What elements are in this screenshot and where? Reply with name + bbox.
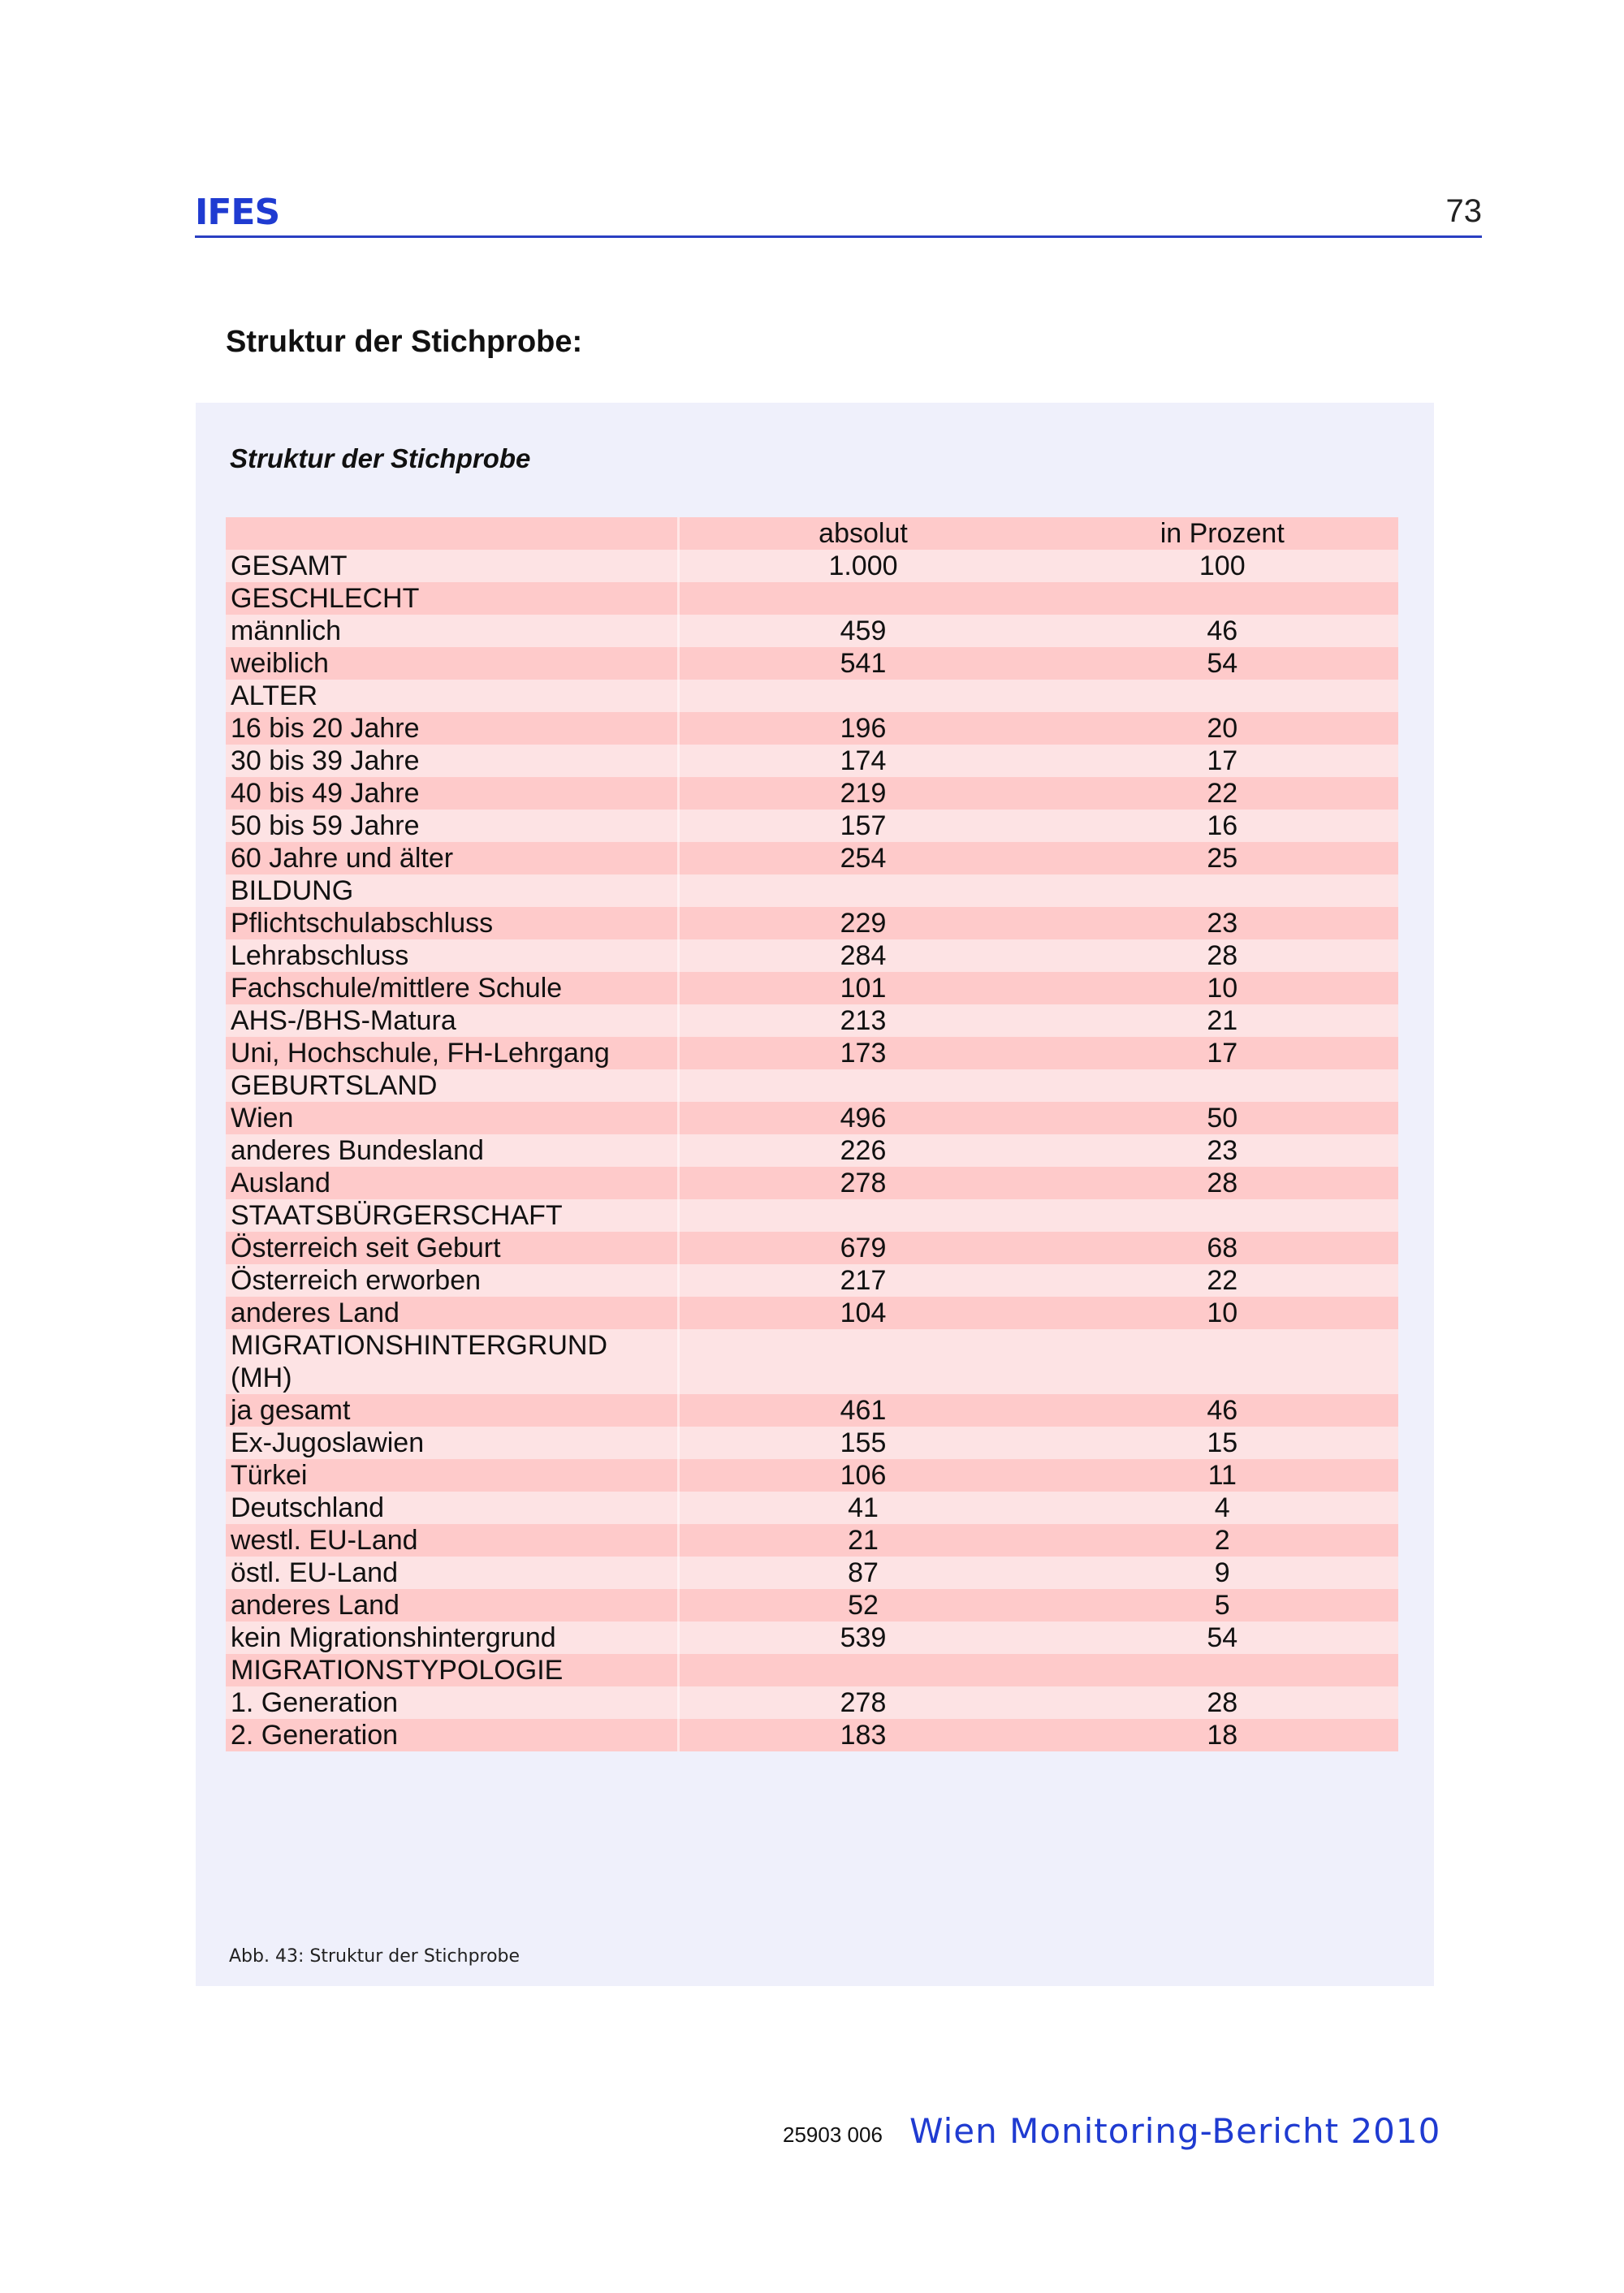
row-prozent: 4 — [1047, 1492, 1398, 1524]
row-label: AHS-/BHS-Matura — [226, 1004, 679, 1037]
row-label: MIGRATIONSHINTERGRUND (MH) — [226, 1329, 679, 1394]
table-row — [226, 1654, 1398, 1686]
row-label: 16 bis 20 Jahre — [226, 712, 679, 745]
table-row — [226, 1719, 1398, 1751]
row-label: Fachschule/mittlere Schule — [226, 972, 679, 1004]
row-prozent: 17 — [1047, 745, 1398, 777]
table-row — [226, 1069, 1398, 1102]
row-absolut — [679, 1069, 1047, 1102]
row-absolut: 284 — [679, 939, 1047, 972]
row-label: östl. EU-Land — [226, 1557, 679, 1589]
row-prozent: 28 — [1047, 1686, 1398, 1719]
row-prozent — [1047, 582, 1398, 615]
row-prozent: 18 — [1047, 1719, 1398, 1751]
row-prozent: 50 — [1047, 1102, 1398, 1134]
table-row — [226, 1199, 1398, 1232]
row-prozent: 21 — [1047, 1004, 1398, 1037]
table-row — [226, 1686, 1398, 1719]
row-absolut — [679, 1329, 1047, 1394]
table-header-row — [226, 517, 1398, 550]
row-prozent: 28 — [1047, 1167, 1398, 1199]
row-label: anderes Bundesland — [226, 1134, 679, 1167]
row-prozent: 11 — [1047, 1459, 1398, 1492]
row-label: männlich — [226, 615, 679, 647]
row-absolut: 173 — [679, 1037, 1047, 1069]
table-row — [226, 712, 1398, 745]
row-absolut: 679 — [679, 1232, 1047, 1264]
row-prozent: 22 — [1047, 777, 1398, 810]
table-row — [226, 874, 1398, 907]
row-absolut: 217 — [679, 1264, 1047, 1297]
row-label: Österreich seit Geburt — [226, 1232, 679, 1264]
header-label-cell — [226, 517, 679, 550]
row-absolut: 155 — [679, 1427, 1047, 1459]
row-absolut: 219 — [679, 777, 1047, 810]
row-prozent: 15 — [1047, 1427, 1398, 1459]
row-absolut: 157 — [679, 810, 1047, 842]
row-label: GESAMT — [226, 550, 679, 582]
row-absolut: 278 — [679, 1686, 1047, 1719]
row-label: GEBURTSLAND — [226, 1069, 679, 1102]
table-row — [226, 1037, 1398, 1069]
row-absolut: 183 — [679, 1719, 1047, 1751]
row-absolut: 496 — [679, 1102, 1047, 1134]
row-prozent — [1047, 1069, 1398, 1102]
row-absolut: 461 — [679, 1394, 1047, 1427]
table-row — [226, 907, 1398, 939]
sample-structure-table — [226, 517, 1399, 1751]
table-row — [226, 810, 1398, 842]
table-row — [226, 1004, 1398, 1037]
row-prozent — [1047, 1329, 1398, 1394]
table-row — [226, 1329, 1398, 1394]
row-label: ALTER — [226, 680, 679, 712]
row-prozent: 5 — [1047, 1589, 1398, 1622]
row-prozent: 68 — [1047, 1232, 1398, 1264]
table-row — [226, 1264, 1398, 1297]
row-prozent: 23 — [1047, 907, 1398, 939]
row-label: westl. EU-Land — [226, 1524, 679, 1557]
row-label: anderes Land — [226, 1589, 679, 1622]
table-row — [226, 1297, 1398, 1329]
row-prozent: 10 — [1047, 972, 1398, 1004]
table-row — [226, 680, 1398, 712]
row-prozent: 17 — [1047, 1037, 1398, 1069]
row-absolut: 21 — [679, 1524, 1047, 1557]
table-row — [226, 1102, 1398, 1134]
table-row — [226, 1459, 1398, 1492]
row-absolut: 101 — [679, 972, 1047, 1004]
row-absolut — [679, 1654, 1047, 1686]
table-title: Struktur der Stichprobe — [230, 443, 531, 473]
row-prozent: 100 — [1047, 550, 1398, 582]
row-absolut: 539 — [679, 1622, 1047, 1654]
row-prozent — [1047, 874, 1398, 907]
row-prozent — [1047, 680, 1398, 712]
row-absolut: 226 — [679, 1134, 1047, 1167]
table-row — [226, 550, 1398, 582]
table-row — [226, 1492, 1398, 1524]
row-label: Pflichtschulabschluss — [226, 907, 679, 939]
table-row — [226, 1394, 1398, 1427]
row-absolut: 106 — [679, 1459, 1047, 1492]
row-label: Türkei — [226, 1459, 679, 1492]
table-row — [226, 842, 1398, 874]
footer-title: Wien Monitoring-Bericht 2010 — [909, 2111, 1441, 2151]
row-absolut: 278 — [679, 1167, 1047, 1199]
page-number: 73 — [1445, 193, 1482, 229]
table-row — [226, 1622, 1398, 1654]
row-absolut: 229 — [679, 907, 1047, 939]
row-absolut: 87 — [679, 1557, 1047, 1589]
table-row — [226, 1134, 1398, 1167]
page-header — [195, 187, 1482, 238]
row-label: Österreich erworben — [226, 1264, 679, 1297]
row-absolut — [679, 874, 1047, 907]
row-prozent — [1047, 1199, 1398, 1232]
row-label: 30 bis 39 Jahre — [226, 745, 679, 777]
row-absolut: 541 — [679, 647, 1047, 680]
row-absolut — [679, 1199, 1047, 1232]
row-label: MIGRATIONSTYPOLOGIE — [226, 1654, 679, 1686]
footer-code: 25903 006 — [783, 2122, 883, 2147]
row-label: weiblich — [226, 647, 679, 680]
row-label: Wien — [226, 1102, 679, 1134]
row-prozent: 2 — [1047, 1524, 1398, 1557]
table-row — [226, 1524, 1398, 1557]
row-absolut — [679, 582, 1047, 615]
row-prozent — [1047, 1654, 1398, 1686]
row-prozent: 54 — [1047, 1622, 1398, 1654]
table-row — [226, 1167, 1398, 1199]
row-absolut: 104 — [679, 1297, 1047, 1329]
row-label: ja gesamt — [226, 1394, 679, 1427]
table-row — [226, 1557, 1398, 1589]
table-row — [226, 1589, 1398, 1622]
row-label: Ausland — [226, 1167, 679, 1199]
row-prozent: 28 — [1047, 939, 1398, 972]
row-label: BILDUNG — [226, 874, 679, 907]
row-label: STAATSBÜRGERSCHAFT — [226, 1199, 679, 1232]
row-prozent: 16 — [1047, 810, 1398, 842]
row-absolut: 213 — [679, 1004, 1047, 1037]
row-prozent: 54 — [1047, 647, 1398, 680]
row-label: Lehrabschluss — [226, 939, 679, 972]
row-absolut: 196 — [679, 712, 1047, 745]
table-row — [226, 582, 1398, 615]
table-row — [226, 939, 1398, 972]
row-label: 40 bis 49 Jahre — [226, 777, 679, 810]
row-label: kein Migrationshintergrund — [226, 1622, 679, 1654]
row-prozent: 20 — [1047, 712, 1398, 745]
row-label: Deutschland — [226, 1492, 679, 1524]
row-label: 2. Generation — [226, 1719, 679, 1751]
row-prozent: 9 — [1047, 1557, 1398, 1589]
row-absolut — [679, 680, 1047, 712]
table-row — [226, 777, 1398, 810]
row-prozent: 46 — [1047, 615, 1398, 647]
row-label: anderes Land — [226, 1297, 679, 1329]
row-prozent: 22 — [1047, 1264, 1398, 1297]
row-absolut: 254 — [679, 842, 1047, 874]
table-row — [226, 972, 1398, 1004]
figure-caption: Abb. 43: Struktur der Stichprobe — [229, 1946, 520, 1967]
ifes-logo: IFES — [195, 192, 280, 233]
table-row — [226, 745, 1398, 777]
section-title: Struktur der Stichprobe: — [226, 325, 583, 359]
row-label: 1. Generation — [226, 1686, 679, 1719]
row-absolut: 41 — [679, 1492, 1047, 1524]
row-prozent: 10 — [1047, 1297, 1398, 1329]
row-prozent: 23 — [1047, 1134, 1398, 1167]
table-row — [226, 615, 1398, 647]
row-label: Ex-Jugoslawien — [226, 1427, 679, 1459]
table-row — [226, 1232, 1398, 1264]
header-absolut: absolut — [679, 517, 1047, 550]
table-row — [226, 1427, 1398, 1459]
table-row — [226, 647, 1398, 680]
row-absolut: 459 — [679, 615, 1047, 647]
row-absolut: 52 — [679, 1589, 1047, 1622]
row-prozent: 25 — [1047, 842, 1398, 874]
row-absolut: 1.000 — [679, 550, 1047, 582]
row-label: 50 bis 59 Jahre — [226, 810, 679, 842]
row-label: 60 Jahre und älter — [226, 842, 679, 874]
table-body — [226, 550, 1398, 1751]
row-label: GESCHLECHT — [226, 582, 679, 615]
row-label: Uni, Hochschule, FH-Lehrgang — [226, 1037, 679, 1069]
row-prozent: 46 — [1047, 1394, 1398, 1427]
header-prozent: in Prozent — [1047, 517, 1398, 550]
row-absolut: 174 — [679, 745, 1047, 777]
